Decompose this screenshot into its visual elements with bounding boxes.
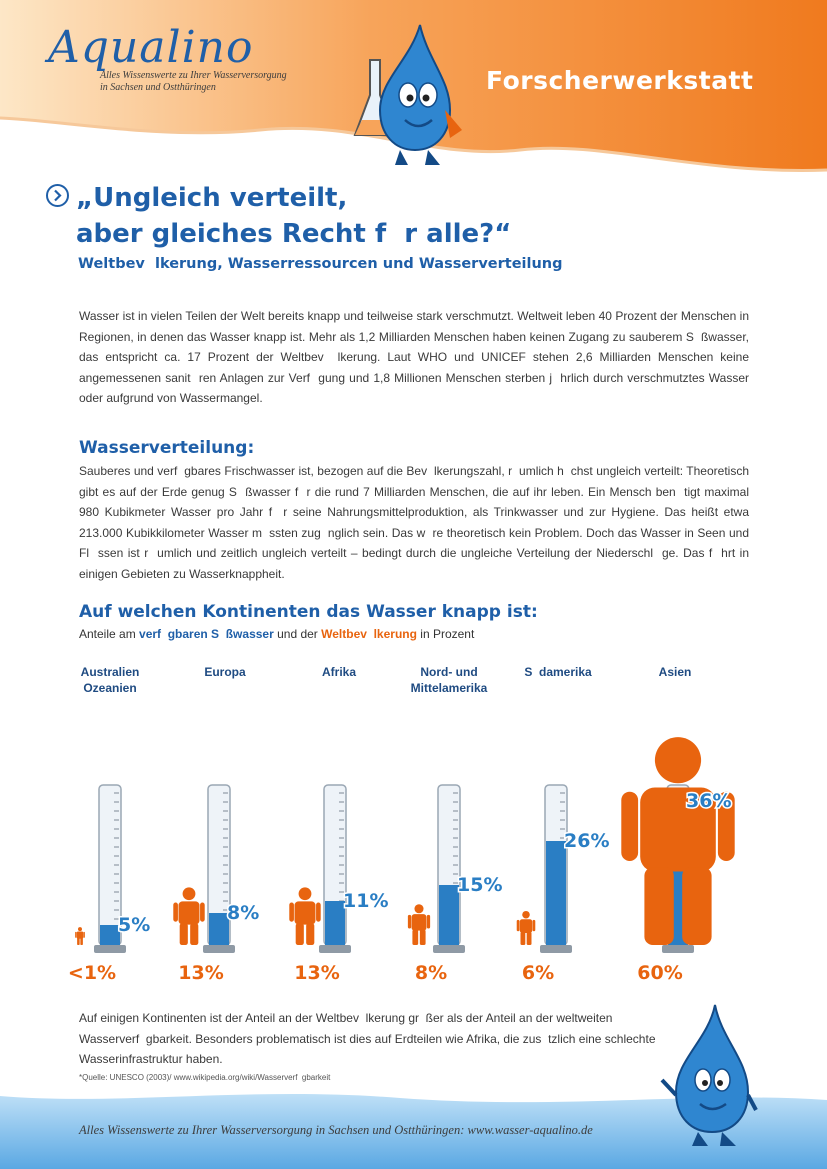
continent-label-6 <box>625 664 725 680</box>
legend-mid: und der <box>273 627 322 641</box>
footer-text: Alles Wissenswerte zu Ihrer Wasserversorgung in Sachsen und Ostthüringen: www.wasser-aqualino.de <box>79 1123 593 1137</box>
continent-label-1-line1: Australien <box>80 665 140 679</box>
continent-label-2 <box>175 664 275 680</box>
water-bar-5 <box>546 841 566 945</box>
mascot-drop-bottom-icon <box>660 1000 760 1150</box>
water-label-3: 11% <box>343 890 389 912</box>
chart-legend <box>79 627 474 641</box>
section-heading: Wasserverteilung: <box>79 438 255 458</box>
conclusion-paragraph: Auf einigen Kontinenten ist der Anteil an der Weltbev lkerung gr ßer als der Anteil an der weltweiten Wasserverf gbarkeit. Besonders problematisch ist dies auf Erdteilen wie Afrika, die zus tzlich eine schlechte Wasserinfrastruktur haben. <box>79 1011 656 1066</box>
water-bar-4 <box>439 885 459 945</box>
page-header <box>0 0 827 175</box>
chart-heading: Auf welchen Kontinenten das Wasser knapp ist: <box>79 602 538 622</box>
continent-label-5-line1: S damerika <box>524 665 592 679</box>
tube-base-2 <box>203 945 235 953</box>
water-bar-3 <box>325 901 345 945</box>
legend-population: Weltbev lkerung <box>321 627 417 641</box>
population-label-3: 13% <box>294 962 340 984</box>
continent-label-2-line1: Europa <box>204 665 246 679</box>
water-bar-2 <box>209 913 229 945</box>
logo-tagline-line2: in Sachsen und Ostthüringen <box>100 82 216 93</box>
continent-label-1-line2: Ozeanien <box>83 681 137 695</box>
water-label-5: 26% <box>564 830 610 852</box>
page-subtitle: Weltbev lkerung, Wasserressourcen und Wasserverteilung <box>78 256 563 272</box>
title-line-2: aber gleiches Recht f r alle?“ <box>76 219 512 249</box>
water-label-6: 36% <box>686 790 732 812</box>
population-figure-5 <box>517 911 536 945</box>
water-distribution-chart <box>0 690 827 1000</box>
population-label-6: 60% <box>637 962 683 984</box>
continent-label-4-line2: Mittelamerika <box>410 681 488 695</box>
tube-base-3 <box>319 945 351 953</box>
water-label-1: 5% <box>118 914 151 936</box>
population-figure-4 <box>408 904 430 945</box>
legend-water: verf gbaren S ßwasser <box>139 627 274 641</box>
intro-paragraph: Wasser ist in vielen Teilen der Welt bereits knapp und teilweise stark verschmutzt. Weltweit leben 40 Prozent der Menschen in Regionen, in denen das Wasser knapp ist. Mehr als 1,2 Milliarden Menschen haben keinen Zugang zu sauberem S ßwasser, das entspricht ca. 17 Prozent der Weltbev lkerung. Laut WHO und UNICEF stehen 2,6 Milliarden Menschen keine angemessenen sanit ren Anlagen zur Verf gung und 1,8 Millionen Menschen sterben j hrlich durch verschmutztes Wasser oder aufgrund von Wassermangel. <box>79 309 749 405</box>
logo-tagline <box>100 70 287 94</box>
continent-label-3 <box>289 664 389 680</box>
logo-tagline-line1: Alles Wissenswerte zu Ihrer Wasserversorgung <box>100 70 287 81</box>
water-label-2: 8% <box>227 902 260 924</box>
tube-base-4 <box>433 945 465 953</box>
title-line-1: „Ungleich verteilt, <box>76 183 348 213</box>
legend-prefix: Anteile am <box>79 627 140 641</box>
section-label: Forscherwerkstatt <box>486 66 754 95</box>
aqualino-logo: Aqualino <box>48 22 254 73</box>
continent-label-3-line1: Afrika <box>321 665 356 679</box>
population-label-5: 6% <box>521 962 555 984</box>
section-paragraph: Sauberes und verf gbares Frischwasser ist, bezogen auf die Bev lkerungszahl, r umlich h chst ungleich verteilt: Theoretisch gibt es auf der Erde genug S ßwasser f r die rund 7 Milliarden Menschen, die auf ihr leben. Ein Mensch ben tigt maximal 980 Kubikmeter Wasser pro Jahr f r seine Nahrungsmittelproduktion, als Trinkwasser und zur Hygiene. Das heißt etwa 213.000 Kubikkilometer Wasser m ssten zug nglich sein. Das w re theoretisch kein Problem. Doch das Wasser in Seen und Fl ssen ist r umlich und zeitlich ungleich verteilt – bedingt durch die ungleiche Verteilung der Niederschl ge. Das f hrt in einigen Gebieten zu Wasserknappheit. <box>79 464 749 581</box>
population-figure-1 <box>75 927 85 945</box>
chevron-circle-icon <box>45 183 70 208</box>
water-label-4: 15% <box>457 874 503 896</box>
legend-suffix: in Prozent <box>416 627 475 641</box>
tube-base-1 <box>94 945 126 953</box>
tube-base-5 <box>540 945 572 953</box>
mascot-drop-icon <box>350 20 470 170</box>
population-label-1: <1% <box>67 962 117 984</box>
population-label-4: 8% <box>414 962 448 984</box>
population-label-2: 13% <box>178 962 224 984</box>
water-bar-1 <box>100 925 120 945</box>
page-title <box>76 180 511 252</box>
population-figure-3 <box>289 887 320 945</box>
continent-label-4-line1: Nord- und <box>420 665 478 679</box>
tube-base-6 <box>662 945 694 953</box>
source-note: *Quelle: UNESCO (2003)/ www.wikipedia.org/wiki/Wasserverf gbarkeit <box>79 1073 331 1082</box>
population-figure-2 <box>173 887 204 945</box>
continent-label-5 <box>508 664 608 680</box>
continent-label-6-line1: Asien <box>658 665 692 679</box>
